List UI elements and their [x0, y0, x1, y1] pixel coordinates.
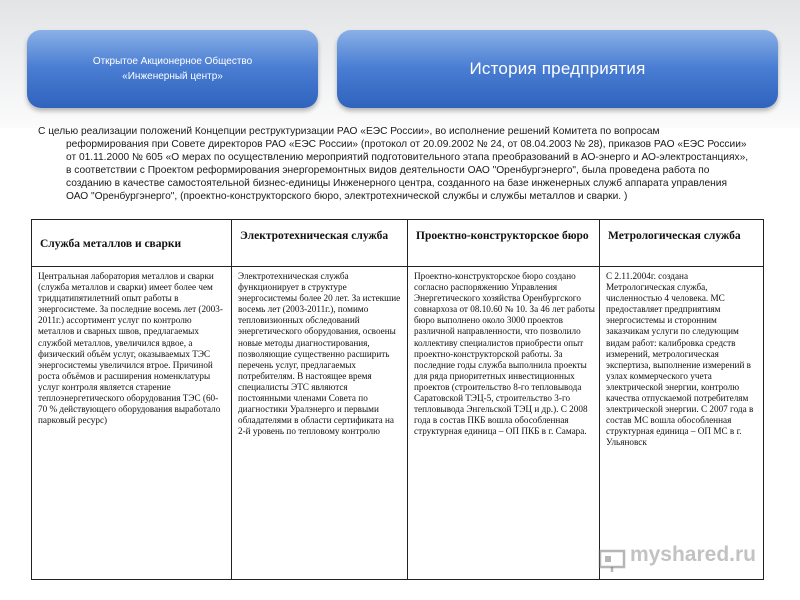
- org-name-line2: «Инженерный центр»: [122, 71, 223, 82]
- header-design-bureau: Проектно-конструкторское бюро: [408, 220, 600, 267]
- page-title: История предприятия: [469, 59, 646, 78]
- departments-table: [31, 219, 764, 580]
- intro-first-line: С целью реализации положений Концепции реструктуризации РАО «ЕЭС России», во исполнение решений Комитета по вопросам: [38, 126, 660, 137]
- cell-electrotechnical: Электротехническая служба функционирует в структуре энергосистемы более 20 лет. За истекшие восемь лет (2003-2011г.), помимо тепловизионных обследований энергетического оборудования, освоены новые методы диагностирования, позволяющие существенно расширить перечень услуг, предлагаемых потребителям. В настоящее время специалисты ЭТС являются постоянными членами Совета по диагностики Уралэнерго и первыми обладателями в области сертификата на 2-й уровень по тепловому контролю: [232, 267, 408, 580]
- cell-design-bureau: Проектно-конструкторское бюро создано согласно распоряжению Управления Энергетического хозяйства Оренбургского совнархоза от 08.10.60 № 10. За 46 лет работы бюро выполнено около 3000 проектов различной направленности, что позволило коллективу специалистов приобрести опыт проектно-конструкторской работы. За последние годы служба выполнила проекты для ряда приоритетных инвестиционных проектов (строительство 8-го тепловывода Саратовской ТЭЦ-5, строительство 3-го тепловывода Энгельской ТЭЦ и др.). С 2008 года в состав ПКБ вошла обособленная структурная единица – ОП ПКБ в г. Самара.: [408, 267, 600, 580]
- header-electrotechnical: Электротехническая служба: [232, 220, 408, 267]
- table-header-row: [32, 220, 764, 267]
- cell-metrology: С 2.11.2004г. создана Метрологическая служба, численностью 4 человека. МС предоставляет предприятиям энергосистемы и сторонним заказчикам услуги по следующим видам работ: калибровка средств измерений, метрологическая экспертиза, выполнение измерений в узлах коммерческого учета электрической энергии, контролю качества отпускаемой потребителям электрической энергии. С 2007 года в состав МС вошла обособленная структурная единица – ОП МС в г. Ульяновск: [600, 267, 764, 580]
- header-metals-welding: Служба металлов и сварки: [32, 220, 232, 267]
- org-name-line1: Открытое Акционерное Общество: [92, 56, 253, 67]
- intro-paragraph: [38, 126, 750, 203]
- org-name-banner: [27, 30, 318, 108]
- table-row: [32, 267, 764, 580]
- header-metrology: Метрологическая служба: [600, 220, 764, 267]
- page-title-banner: [337, 30, 778, 108]
- watermark: myshared.ru: [629, 543, 756, 566]
- cell-metals-welding: Центральная лаборатория металлов и сварки (служба металлов и сварки) имеет более чем тридцатипятилетний опыт работы в энергосистеме. За последние восемь лет (2003-2011г.) ассортимент услуг по контролю металлов и сварных швов, предлагаемых службой металлов, увеличился вдвое, а физический объём услуг, оказываемых ТЭС энергосистемы увеличился втрое. Причиной роста объёмов и расширения номенклатуры услуг контроля является старение теплоэнергетического оборудования ТЭС (60-70 % действующего оборудования выработало парковый ресурс): [32, 267, 232, 580]
- presentation-icon: [598, 549, 626, 573]
- intro-body: реформирования при Совете директоров РАО «ЕЭС России» (протокол от 20.09.2002 № 24, от 08.04.2003 № 28), приказов РАО «ЕЭС России» от 01.11.2000 № 605 «О мерах по осуществлению мероприятий подготовительного этапа преобразований в АО-энерго и АО-электростанциях», в соответствии с Проектом реформирования энергоремонтных видов деятельности ОАО "Оренбургэнерго", была проведена работа по созданию в качестве самостоятельной бизнес-единицы Инженерного центра, созданного на базе инженерных служб аппарата управления ОАО "Оренбургэнерго", (проектно-конструкторского бюро, электротехнической службы и службы металлов и сварки. ): [66, 138, 749, 202]
